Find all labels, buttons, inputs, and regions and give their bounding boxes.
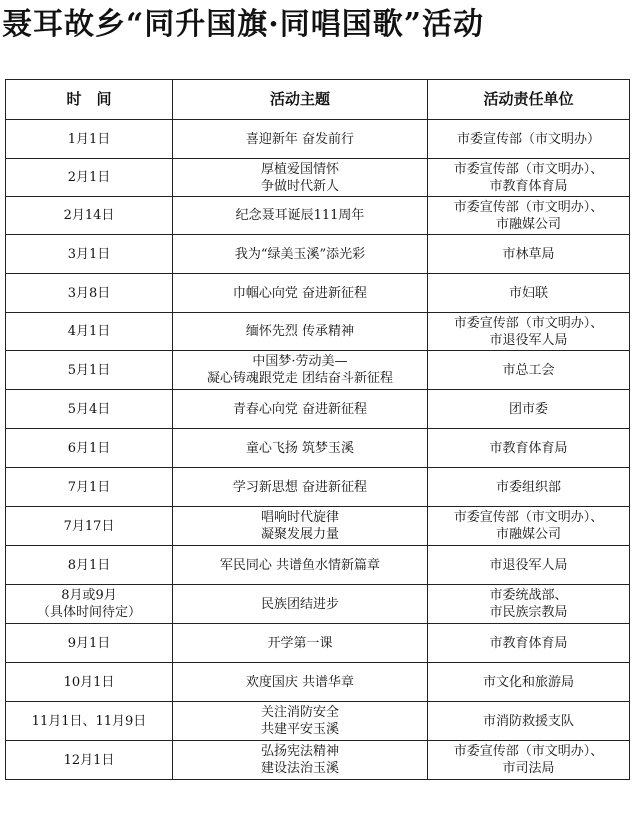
theme-cell-line: 青春心向党 奋进新征程 (232, 401, 368, 417)
date-cell (6, 274, 173, 313)
table-row (6, 390, 630, 429)
table-header-row (6, 80, 630, 120)
theme-cell-line: 弘扬宪法精神 (260, 744, 339, 759)
unit-cell-line: 市退役军人局 (489, 332, 568, 348)
date-cell-line: 5月4日 (67, 401, 111, 417)
unit-cell (428, 624, 630, 663)
header-theme: 活动主题 (173, 80, 428, 120)
theme-cell-line: 凝聚发展力量 (260, 527, 339, 542)
table-row (6, 663, 630, 702)
table-row (6, 507, 630, 546)
theme-cell-line: 民族团结进步 (260, 596, 339, 612)
date-cell (6, 663, 173, 702)
unit-cell (428, 159, 630, 197)
unit-cell-line: 市委宣传部（市文明办） (456, 131, 600, 147)
table-row (6, 702, 630, 741)
date-cell (6, 351, 173, 390)
table-row (6, 468, 630, 507)
date-cell-line: 5月1日 (67, 362, 111, 378)
date-cell-line: 7月1日 (67, 479, 111, 495)
theme-cell-line: 厚植爱国情怀 (260, 161, 339, 177)
table-row (6, 429, 630, 468)
theme-cell (173, 741, 428, 780)
theme-cell-line: 学习新思想 奋进新征程 (232, 479, 368, 495)
unit-cell-line: 市消防救援支队 (482, 713, 574, 729)
unit-cell-line: 市林草局 (502, 246, 555, 262)
table-row (6, 313, 630, 351)
theme-cell (173, 390, 428, 429)
theme-cell (173, 624, 428, 663)
date-cell (6, 624, 173, 663)
unit-cell (428, 351, 630, 390)
theme-cell (173, 197, 428, 235)
date-cell (6, 390, 173, 429)
date-cell-line: 6月1日 (67, 440, 111, 456)
theme-cell-line: 开学第一课 (267, 635, 333, 651)
unit-cell-line: 市总工会 (502, 362, 555, 378)
unit-cell (428, 313, 630, 351)
date-cell (6, 468, 173, 507)
unit-cell-line: 市委宣传部（市文明办）、 (453, 510, 604, 525)
unit-cell (428, 274, 630, 313)
theme-cell (173, 120, 428, 159)
date-cell (6, 741, 173, 780)
unit-cell-line: 市司法局 (502, 761, 555, 776)
theme-cell-line: 我为“绿美玉溪”添光彩 (234, 246, 366, 262)
unit-cell (428, 507, 630, 546)
date-cell (6, 585, 173, 624)
date-cell-line: 2月14日 (63, 208, 115, 223)
theme-cell-line: 军民同心 共谱鱼水情新篇章 (219, 557, 381, 573)
unit-cell-line: 市委统战部、 (489, 588, 568, 603)
theme-cell-line: 建设法治玉溪 (260, 761, 339, 776)
table-body (6, 120, 630, 780)
theme-cell-line: 喜迎新年 奋发前行 (245, 131, 355, 147)
unit-cell (428, 390, 630, 429)
theme-cell (173, 159, 428, 197)
theme-cell (173, 351, 428, 390)
table-row (6, 197, 630, 235)
unit-cell-line: 市融媒公司 (495, 527, 561, 542)
unit-cell (428, 197, 630, 235)
unit-cell (428, 741, 630, 780)
date-cell-line: 8月或9月 (61, 588, 117, 603)
theme-cell-line: 欢度国庆 共谱华章 (245, 674, 355, 690)
date-cell-line: 8月1日 (67, 557, 111, 573)
unit-cell-line: 市文化和旅游局 (482, 674, 574, 690)
theme-cell (173, 663, 428, 702)
unit-cell-line: 市融媒公司 (495, 216, 561, 232)
date-cell-line: 4月1日 (67, 324, 111, 339)
theme-cell-line: 童心飞扬 筑梦玉溪 (245, 440, 355, 456)
theme-cell (173, 546, 428, 585)
date-cell-line: 2月1日 (67, 170, 111, 185)
unit-cell (428, 585, 630, 624)
theme-cell (173, 429, 428, 468)
theme-cell-line: 缅怀先烈 传承精神 (245, 324, 355, 339)
date-cell (6, 197, 173, 235)
unit-cell-line: 市教育体育局 (489, 178, 568, 194)
unit-cell (428, 429, 630, 468)
unit-cell (428, 468, 630, 507)
date-cell-line: 10月1日 (63, 674, 115, 690)
date-cell (6, 702, 173, 741)
header-unit: 活动责任单位 (428, 80, 630, 120)
date-cell (6, 120, 173, 159)
date-cell (6, 235, 173, 274)
table-row (6, 546, 630, 585)
date-cell-line: 12月1日 (63, 752, 115, 768)
theme-cell-line: 争做时代新人 (260, 178, 339, 194)
table-row (6, 624, 630, 663)
unit-cell (428, 120, 630, 159)
date-cell-line: （具体时间待定） (36, 605, 141, 620)
unit-cell-line: 市民族宗教局 (489, 605, 568, 620)
unit-cell-line: 市妇联 (508, 285, 548, 301)
unit-cell-line: 市委宣传部（市文明办）、 (453, 315, 604, 331)
date-cell-line: 11月1日、11月9日 (31, 713, 147, 729)
unit-cell-line: 市退役军人局 (489, 557, 568, 573)
theme-cell (173, 507, 428, 546)
unit-cell-line: 市教育体育局 (489, 440, 568, 456)
theme-cell-line: 凝心铸魂跟党走 团结奋斗新征程 (206, 371, 394, 386)
theme-cell (173, 235, 428, 274)
unit-cell-line: 市委宣传部（市文明办）、 (453, 744, 604, 759)
date-cell (6, 159, 173, 197)
date-cell-line: 3月8日 (67, 285, 111, 301)
unit-cell (428, 702, 630, 741)
header-date: 时 间 (6, 80, 173, 120)
table-row (6, 585, 630, 624)
theme-cell-line: 共建平安玉溪 (260, 722, 339, 737)
date-cell-line: 7月17日 (63, 518, 115, 534)
theme-cell (173, 313, 428, 351)
theme-cell-line: 唱响时代旋律 (260, 510, 339, 525)
theme-cell (173, 274, 428, 313)
table-row (6, 235, 630, 274)
date-cell (6, 546, 173, 585)
table-row (6, 741, 630, 780)
table-row (6, 274, 630, 313)
table-row (6, 159, 630, 197)
date-cell (6, 313, 173, 351)
theme-cell-line: 关注消防安全 (260, 705, 339, 720)
unit-cell (428, 235, 630, 274)
date-cell (6, 507, 173, 546)
activity-table (5, 79, 630, 780)
unit-cell-line: 市委宣传部（市文明办）、 (453, 199, 604, 215)
unit-cell (428, 663, 630, 702)
unit-cell-line: 市委组织部 (495, 479, 561, 495)
theme-cell (173, 468, 428, 507)
unit-cell-line: 团市委 (508, 401, 548, 417)
date-cell-line: 1月1日 (67, 131, 111, 147)
unit-cell-line: 市教育体育局 (489, 635, 568, 651)
theme-cell (173, 585, 428, 624)
table-row (6, 351, 630, 390)
theme-cell (173, 702, 428, 741)
page-title: 聂耳故乡“同升国旗·同唱国歌”活动 (2, 7, 484, 42)
date-cell (6, 429, 173, 468)
theme-cell-line: 纪念聂耳诞辰111周年 (235, 208, 365, 223)
date-cell-line: 9月1日 (67, 635, 111, 651)
date-cell-line: 3月1日 (67, 246, 111, 262)
table-row (6, 120, 630, 159)
unit-cell (428, 546, 630, 585)
unit-cell-line: 市委宣传部（市文明办）、 (453, 161, 604, 177)
theme-cell-line: 中国梦·劳动美— (252, 354, 348, 369)
theme-cell-line: 巾帼心向党 奋进新征程 (232, 285, 368, 301)
